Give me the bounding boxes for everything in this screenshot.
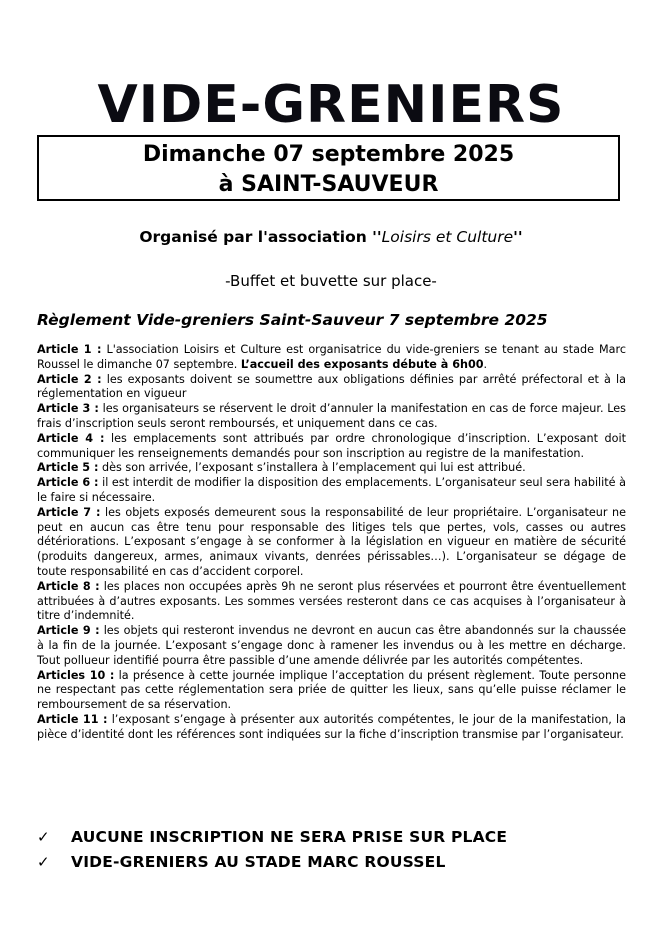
article-7: [37, 506, 626, 580]
notes-list: [37, 824, 637, 874]
article-3: [37, 402, 626, 432]
article-label: Article 1 :: [37, 343, 102, 356]
article-10: [37, 669, 626, 713]
article-label: Article 4 :: [37, 431, 105, 445]
note-item: [37, 824, 637, 849]
article-label: Article 5 :: [37, 461, 99, 475]
article-label: Article 6 :: [37, 476, 99, 490]
article-text: les places non occupées après 9h ne seront plus réservées et pourront être éventuellement attribuées à d’autres exposants. Les sommes versées resteront dans ce cas acquises à l’organisateur à titre d’indemnité.: [37, 579, 627, 623]
article-label: Article 11 :: [37, 712, 108, 726]
article-1: [37, 343, 626, 373]
article-text-end: .: [483, 357, 488, 371]
article-text: L'association Loisirs et Culture est organisatrice du vide-greniers se tenant au stade Marc Roussel le dimanche 07 septembre.: [37, 343, 627, 371]
article-label: Article 7 :: [37, 505, 101, 519]
article-bold-text: L’accueil des exposants débute à 6h00: [240, 357, 484, 371]
event-date-box: [37, 135, 620, 201]
article-label: Article 2 :: [37, 372, 102, 386]
article-text: les exposants doivent se soumettre aux obligations définies par arrêté préfectoral et à la réglementation en vigueur: [37, 372, 626, 401]
article-6: [37, 476, 626, 506]
event-date: Dimanche 07 septembre 2025: [142, 142, 515, 167]
organizer-line: [0, 226, 662, 248]
check-icon: ✓: [37, 852, 50, 871]
article-text: les objets exposés demeurent sous la responsabilité de leur propriétaire. L’organisateur ne peut en aucun cas être tenu pour responsable des litiges tels que pertes, vols, casses ou autres détériorations. L’exposant s’engage à se conformer à la législation en vigueur en matière de sécurité (produits dangereux, armes, animaux vivants, denrées périssables…). L’organisateur se dégage de toute responsabilité en cas d’accident corporel.: [37, 505, 626, 578]
article-5: [37, 461, 626, 476]
buffet-notice: -Buffet et buvette sur place-: [225, 272, 437, 290]
rules-title: Règlement Vide-greniers Saint-Sauveur 7 septembre 2025: [37, 311, 548, 329]
article-text: l’exposant s’engage à présenter aux autorités compétentes, le jour de la manifestation, la pièce d’identité dont les références sont indiquées sur la fiche d’inscription transmise par l’organisateur.: [37, 712, 627, 741]
organizer-suffix: '': [513, 228, 523, 246]
page-title: VIDE-GRENIERS: [97, 74, 565, 135]
article-11: [37, 713, 626, 743]
article-text: les emplacements sont attribués par ordre chronologique d’inscription. L’exposant doit communiquer les renseignements demandés pour son inscription au registre de la manifestation.: [37, 431, 626, 460]
article-label: Articles 10 :: [37, 668, 115, 682]
article-label: Article 3 :: [37, 402, 99, 416]
article-text: dès son arrivée, l’exposant s’installera à l’emplacement qui lui est attribué.: [98, 461, 526, 475]
article-text: il est interdit de modifier la disposition des emplacements. L’organisateur seul sera habilité à le faire si nécessaire.: [37, 476, 626, 504]
article-text: les objets qui resteront invendus ne devront en aucun cas être abandonnés sur la chaussée à la fin de la journée. L’exposant s’engage donc à ramener les invendus ou à les mettre en décharge. Tout pollueur identifié pourra être passible d’une amende délivrée par les autorités compétentes.: [37, 624, 626, 667]
article-label: Article 9 :: [37, 624, 100, 638]
note-text: VIDE-GRENIERS AU STADE MARC ROUSSEL: [71, 852, 446, 871]
note-item: [37, 849, 637, 874]
organizer-prefix: Organisé par l'association '': [139, 228, 382, 246]
article-2: [37, 373, 626, 403]
event-location: à SAINT-SAUVEUR: [218, 172, 439, 197]
note-text: AUCUNE INSCRIPTION NE SERA PRISE SUR PLACE: [71, 827, 508, 846]
article-9: [37, 624, 626, 668]
check-icon: ✓: [37, 827, 50, 846]
article-text: la présence à cette journée implique l’acceptation du présent règlement. Toute personne ne respectant pas cette réglementation sera priée de quitter les lieux, sans qu’elle puisse réclamer le remboursement de sa réservation.: [37, 668, 627, 712]
association-name: Loisirs et Culture: [381, 228, 514, 246]
rules-articles: [37, 343, 626, 743]
article-text: les organisateurs se réservent le droit d’annuler la manifestation en cas de force majeur. Les frais d’inscription seuls seront remboursés, et uniquement dans ce cas.: [37, 402, 626, 430]
article-label: Article 8 :: [37, 579, 100, 593]
article-8: [37, 580, 626, 624]
article-4: [37, 432, 626, 462]
